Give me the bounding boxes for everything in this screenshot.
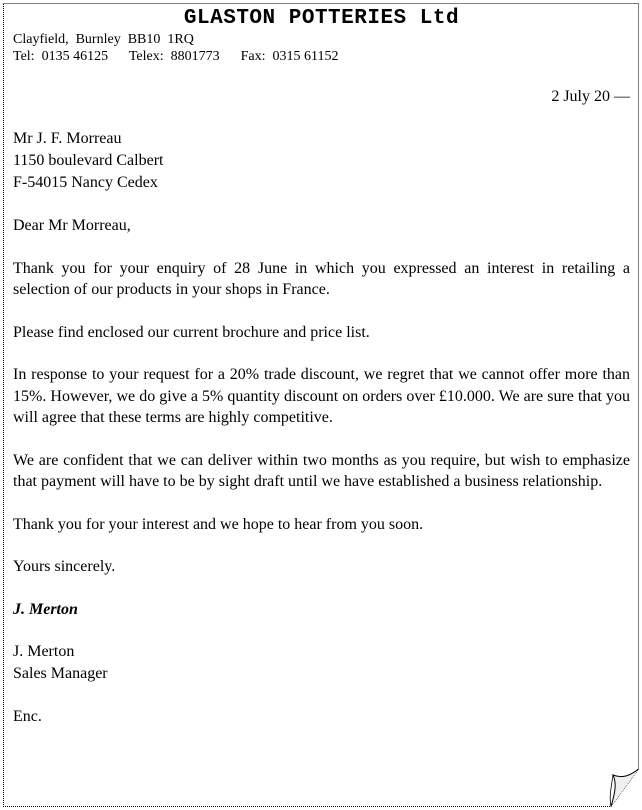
letter-content xyxy=(13,7,630,728)
paragraph-discount: In response to your request for a 20% trade discount, we regret that we cannot offer more than 15%. However, we do give a 5% quantity discount on orders over £10.000. We are sure that you will agree that these terms are highly competitive. xyxy=(13,366,630,426)
paragraph-delivery: We are confident that we can deliver within two months as you require, but wish to emphasize that payment will have to be by sight draft until we have established a business relationship. xyxy=(13,451,630,490)
signer-block xyxy=(13,641,630,685)
company-address: Clayfield, Burnley BB10 1RQ xyxy=(13,32,194,47)
recipient-street: 1150 boulevard Calbert xyxy=(13,152,164,169)
company-contact: Tel: 0135 46125 Telex: 8801773 Fax: 0315 61152 xyxy=(13,49,339,64)
company-name: GLASTON POTTERIES Ltd xyxy=(183,7,460,30)
recipient-city: F-54015 Nancy Cedex xyxy=(13,174,158,191)
paragraph-enclosure: Please find enclosed our current brochure and price list. xyxy=(13,323,370,341)
recipient-name: Mr J. F. Morreau xyxy=(13,130,122,147)
paragraph-thanks: Thank you for your interest and we hope to hear from you soon. xyxy=(13,515,424,533)
letter-page xyxy=(3,3,639,807)
closing: Yours sincerely. xyxy=(13,558,116,575)
signature: J. Merton xyxy=(13,600,78,618)
signer-name: J. Merton xyxy=(13,643,75,660)
paragraph-enquiry: Thank you for your enquiry of 28 June in which you expressed an interest in retailing a selection of our products in your shops in France. xyxy=(13,259,630,298)
salutation: Dear Mr Morreau, xyxy=(13,217,131,234)
letter-date: 2 July 20 — xyxy=(551,88,630,105)
recipient-address xyxy=(13,128,630,194)
enclosure-note: Enc. xyxy=(13,708,42,725)
signer-title: Sales Manager xyxy=(13,665,108,682)
